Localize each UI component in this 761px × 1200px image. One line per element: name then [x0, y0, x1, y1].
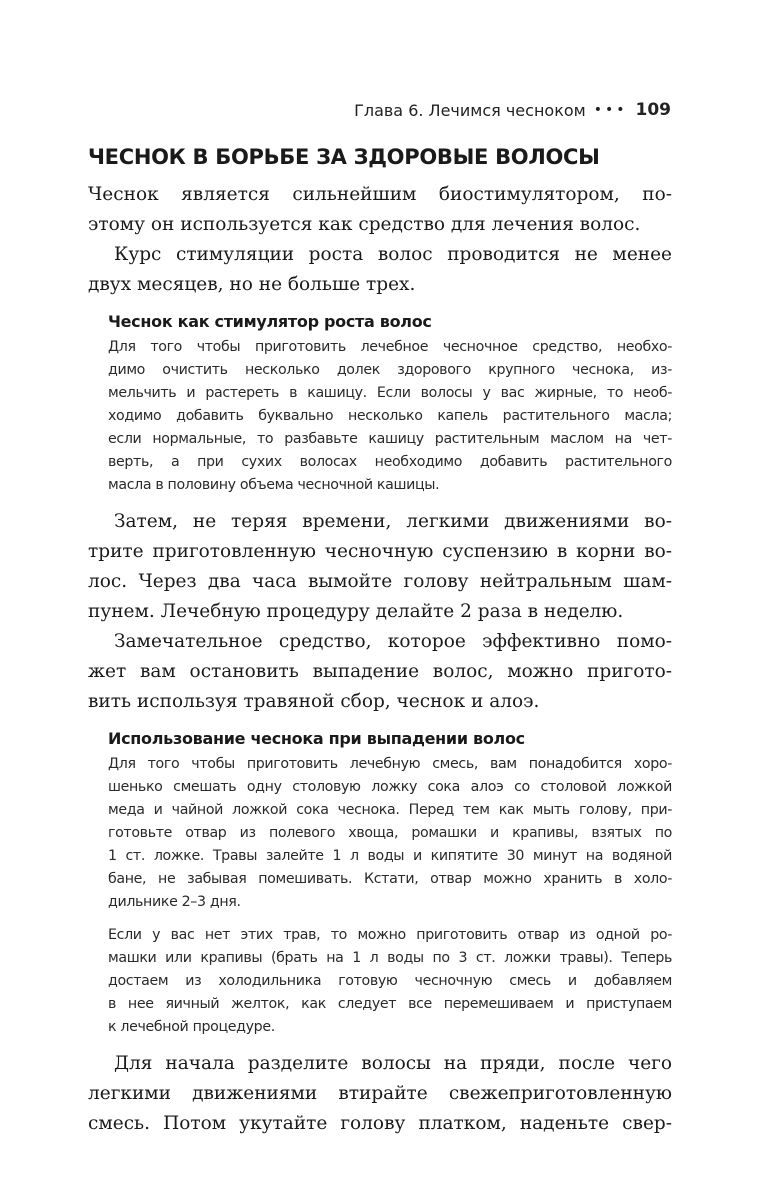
text-line: Для того чтобы приготовить лечебное чесночное средство, необхо-: [108, 339, 672, 355]
text-line: легкими движениями втирайте свежеприготовленную: [88, 1083, 672, 1104]
text-line: бане, не забывая помешивать. Кстати, отвар можно хранить в холо-: [108, 871, 672, 887]
page-body: [88, 180, 672, 1139]
middle-paragraphs: [88, 507, 672, 717]
text-line: масла в половину объема чесночной кашицы.: [108, 477, 440, 493]
chapter-title: Глава 6. Лечимся чесноком: [354, 100, 586, 120]
text-line: смесь. Потом укутайте голову платком, наденьте свер-: [88, 1113, 672, 1134]
page-number: 109: [635, 100, 671, 120]
text-line: машки или крапивы (брать на 1 л воды по 3 ст. ложки травы). Теперь: [108, 950, 672, 966]
text-line: Для того чтобы приготовить лечебную смесь, вам понадобится хоро-: [108, 756, 672, 772]
text-line: к лечебной процедуре.: [108, 1019, 275, 1035]
text-line: трите приготовленную чесночную суспензию в корни во-: [88, 541, 672, 562]
text-line: этому он используется как средство для лечения волос.: [88, 214, 641, 235]
intro-paragraphs: [88, 180, 672, 300]
text-line: пунем. Лечебную процедуру делайте 2 раза в неделю.: [88, 601, 624, 622]
running-header: [354, 100, 671, 120]
text-line: меда и чайной ложкой сока чеснока. Перед тем как мыть голову, при-: [108, 802, 672, 818]
text-line: в нее яичный желток, как следует все перемешиваем и приступаем: [108, 996, 672, 1012]
section-title: ЧЕСНОК В БОРЬБЕ ЗА ЗДОРОВЫЕ ВОЛОСЫ: [88, 145, 600, 169]
sidebar-box-growth: [108, 308, 672, 497]
text-line: шенько смешать одну столовую ложку сока алоэ со столовой ложкой: [108, 779, 672, 795]
text-line: лос. Через два часа вымойте голову нейтральным шам-: [88, 571, 672, 592]
text-line: мельчить и растереть в кашицу. Если волосы у вас жирные, то необ-: [108, 385, 672, 401]
text-line: жет вам остановить выпадение волос, можно пригото-: [88, 661, 672, 682]
text-line: 1 ст. ложке. Травы залейте 1 л воды и кипятите 30 минут на водяной: [108, 848, 672, 864]
text-line: достаем из холодильника готовую чесночную смесь и добавляем: [108, 973, 672, 989]
closing-paragraph: [88, 1049, 672, 1139]
text-line: Затем, не теряя времени, легкими движениями во-: [114, 511, 672, 532]
text-line: Для начала разделите волосы на пряди, после чего: [114, 1053, 672, 1074]
box-heading: Использование чеснока при выпадении волос: [108, 729, 525, 748]
text-line: готовьте отвар из полевого хвоща, ромашки и крапивы, взятых по: [108, 825, 672, 841]
text-line: димо очистить несколько долек здорового крупного чеснока, из-: [108, 362, 672, 378]
text-line: Курс стимуляции роста волос проводится не менее: [114, 244, 672, 265]
text-line: Чеснок является сильнейшим биостимулятором, по-: [88, 184, 672, 205]
box-heading: Чеснок как стимулятор роста волос: [108, 312, 432, 331]
text-line: Замечательное средство, которое эффективно помо-: [114, 631, 672, 652]
text-line: вить используя травяной сбор, чеснок и алоэ.: [88, 691, 540, 712]
text-line: двух месяцев, но не больше трех.: [88, 274, 416, 295]
paragraph-gap: [108, 914, 672, 924]
text-line: ходимо добавить буквально несколько капель растительного масла;: [108, 408, 672, 424]
header-dots: •••: [593, 102, 628, 118]
text-line: если нормальные, то разбавьте кашицу растительным маслом на чет-: [108, 431, 672, 447]
text-line: верть, а при сухих волосах необходимо добавить растительного: [108, 454, 672, 470]
sidebar-box-hair-loss: [108, 725, 672, 1039]
text-line: дильнике 2–3 дня.: [108, 894, 241, 910]
text-line: Если у вас нет этих трав, то можно приготовить отвар из одной ро-: [108, 927, 672, 943]
